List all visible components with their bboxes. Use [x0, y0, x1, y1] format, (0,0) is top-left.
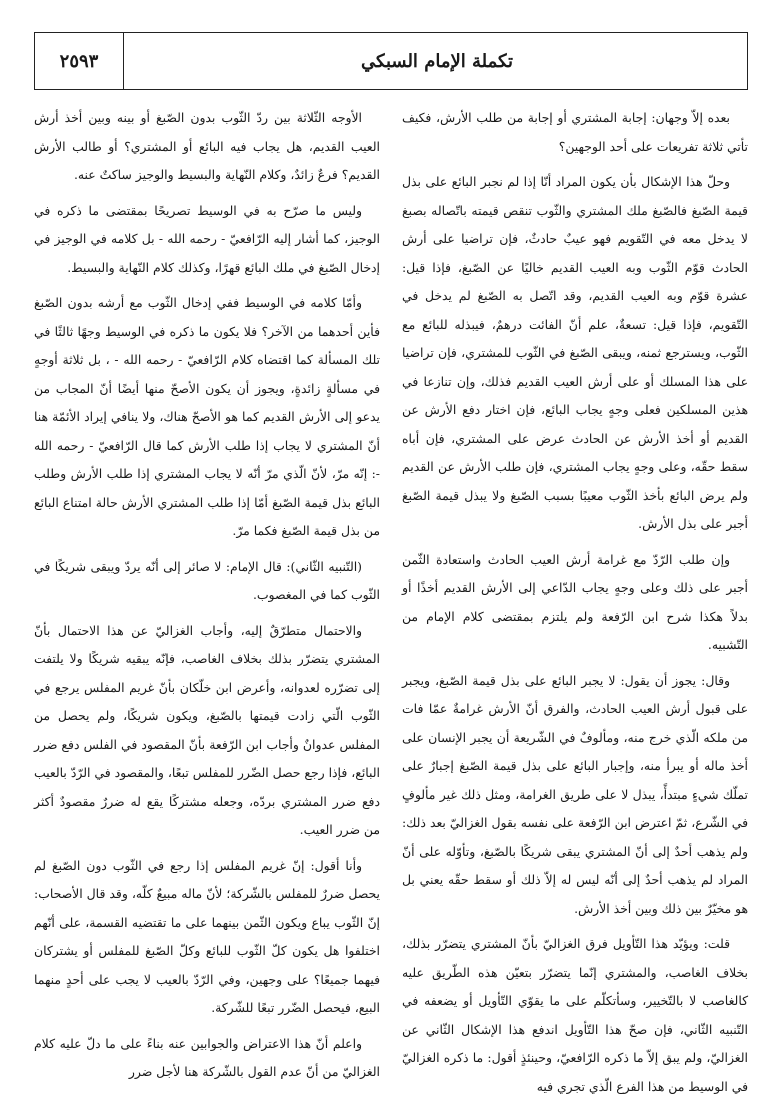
- book-title: تكملة الإمام السبكي: [361, 50, 513, 72]
- paragraph: (التّنبيه الثّاني): قال الإمام: لا صائر إلى أنّه يردّ ويبقى شريكًا في الثّوب كما في المغصوب.: [34, 558, 380, 602]
- paragraph: وأنا أقول: إنّ غريم المفلس إذا رجع في الثّوب دون الصّبغ لم يحصل ضررٌ للمفلس بالشّركة؛ لأنّ ماله مبيعٌ كلّه، وقد قال الأصحاب: إنّ الثّوب يباع ويكون الثّمن بينهما على ما تقتضيه القسمة، على أنّهم اختلفوا هل يكون كلّ الثّوب للبائع وكلّ الصّبغ للمفلس أو يشتركان فيهما جميعًا؟ على وجهين، وفي الرّدّ بالعيب لا يجب على أحدٍ منهما البيع، فيحصل الضّرر تبعًا للشّركة.: [34, 857, 380, 1015]
- paragraph: قلت: ويؤيّد هذا التّأويل فرق الغزاليّ بأنّ المشتري يتضرّر بذلك، بخلاف الغاصب، والمشتري إنّما يتضرّر بتعيّن هذه الطّريق عليه كالغاصب لا بالتّخيير، وسأتكلّم على ما يقوّي التّأويل أو يضعفه في التّنبيه الثّاني، فإن صحّ هذا التّأويل اندفع هذا الإشكال الثّاني عن الغزاليّ، ولم يبق إلاّ ما ذكره الرّافعيّ، وحينئذٍ أقول: ما ذكره الغزاليّ في الوسيط من هذا الفرع الّذي تجري فيه: [402, 936, 748, 1094]
- paragraph: والاحتمال متطرّقٌ إليه، وأجاب الغزاليّ عن هذا الاحتمال بأنّ المشتري يتضرّر بذلك بخلاف الغاصب، فإنّه يبقيه شريكًا ولا يلتفت إلى تضرّره لعدوانه، وأعرض ابن خلّكان بأنّ غريم المفلس يرجع في الثّوب الّتي زادت قيمتها بالصّبغ، ويكون شريكًا، ولم يحصل من المفلس عدوانٌ وأجاب ابن الرّفعة بأنّ المقصود في الفلس دفع ضرر البائع، فإذا رجع حصل الضّرر للمفلس تبعًا، والمقصود في الرّدّ بالعيب دفع ضرر المشتري بردّه، وجعله مشتركًا يقع له ضررٌ مقصودٌ أكثر من ضرر العيب.: [34, 622, 380, 837]
- paragraph: وليس ما صرّح به في الوسيط تصريحًا بمقتضى ما ذكره في الوجيز، كما أشار إليه الرّافعيّ - رحمه الله - بل كلامه في الوجيز في إدخال الصّبغ في ملك البائع قهرًا، وكذلك كلام النّهاية والبسيط.: [34, 202, 380, 275]
- paragraph: الأوجه الثّلاثة بين ردّ الثّوب بدون الصّبغ أو بينه وبين أخذ أرش العيب القديم، هل يجاب فيه البائع أو المشتري؟ أو طالب الأرش القديم؟ فرعٌ زائدٌ، وكلام النّهاية والبسيط والوجيز ساكتٌ عنه.: [34, 110, 380, 182]
- paragraph: واعلم أنّ هذا الاعتراض والجوابين عنه بناءً على ما دلّ عليه كلام الغزاليّ من أنّ عدم القول بالشّركة هنا لأجل ضرر: [34, 1035, 380, 1079]
- left-column: [34, 104, 380, 1084]
- right-column: [402, 104, 748, 1094]
- page-number: ٢٥٩٣: [35, 33, 124, 89]
- paragraph: وأمّا كلامه في الوسيط ففي إدخال الثّوب مع أرشه بدون الصّبغ فأين أحدهما من الآخر؟ فلا يكون ما ذكره في الوسيط وجهًا ثالثًا في تلك المسألة كما اقتضاه كلام الرّافعيّ - رحمه الله - ، بل ثلاثة أوجهٍ في مسألةٍ زائدةٍ، ويجوز أن يكون الأصحّ منها أيضًا أنّ المجاب من يدعو إلى الأرش القديم كما هو الأصحّ هناك، ولا ينافي إيراد الأئمّة هنا أنّ المشتري لا يجاب إذا طلب الأرش كما قال الرّافعيّ - رحمه الله -: إنّه مرّ، لأنّ الّذي مرّ أنّه لا يجاب المشتري إذا طلب الأرش وطلب البائع بذل قيمة الصّبغ أمّا إذا طلب المشتري الأرش حالة امتناع البائع من بذل قيمة الصّبغ فكما مرّ.: [34, 295, 380, 538]
- book-page: [34, 32, 748, 1092]
- paragraph: وقال: يجوز أن يقول: لا يجبر البائع على بذل قيمة الصّبغ، ويجبر على قبول أرش العيب الحادث، والفرق أنّ الأرش غرامةٌ عمّا فات من ملكه الّذي خرج منه، ومألوفٌ في الشّريعة أن يجبر الإنسان على أخذ ماله أو يبرأ منه، وإجبار البائع على بذل قيمة الصّبغ إجبارٌ على تملّك شيءٍ مبتدأً، يبذل لا على طريق الغرامة، ومثل ذلك غير مألوفٍ في الشّرع، ثمّ اعترض ابن الرّفعة على نفسه بقول الغزاليّ بعد ذلك: ولم يذهب أحدٌ إلى أنّ المشتري يبقى شريكًا بالصّبغ، وتأوّله على أنّ المراد لم يذهب أحدٌ إلى أنّه ليس له إلاّ ذلك أو سقط حقّه يعني بل هو مخيّرٌ بين ذلك وبين أخذ الأرش.: [402, 672, 748, 916]
- paragraph: بعده إلاّ وجهان: إجابة المشتري أو إجابة من طلب الأرش، فكيف تأتي ثلاثة تفريعات على أحد الوجهين؟: [402, 110, 748, 154]
- page-header: [34, 32, 748, 90]
- paragraph: وحلّ هذا الإشكال بأن يكون المراد أنّا إذا لم نجبر البائع على بذل قيمة الصّبغ فالصّبغ ملك المشتري والثّوب تنقص قيمته باتّصاله بصبغ لا يدخل معه في التّقويم فهو عيبٌ حادثٌ، فإن تراضيا على أرش الحادث قوّم الثّوب وبه العيب القديم خاليًا عن الصّبغ، فإذا قيل: عشرة قوّم وبه العيب القديم، وقد اتّصل به الصّبغ لم يدخل في التّقويم، فإذا قيل: تسعةٌ، علم أنّ الفائت درهمٌ، فيبذله للبائع مع الثّوب، ويسترجع ثمنه، ويبقى الصّبغ في الثّوب للمشتري، فإن تراضيا على هذا المسلك أو على أرش العيب القديم فذلك، وإن تنازعا في هذين المسلكين فعلى وجهٍ يجاب البائع، فإن اختار دفع الأرش عن القديم أو أخذ الأرش عن الحادث عرض على المشتري، فإن أباه سقط حقّه، وعلى وجهٍ يجاب المشتري، فإن طلب الأرش عن القديم ولم يرض البائع بأخذ الثّوب معيبًا بسبب الصّبغ ولا يبذل قيمة الصّبغ أجبر على بذل الأرش.: [402, 174, 748, 531]
- paragraph: وإن طلب الرّدّ مع غرامة أرش العيب الحادث واستعادة الثّمن أجبر على ذلك وعلى وجهٍ يجاب الدّاعي إلى الأرش القديم أخذًا أو بدلاً هكذا شرح ابن الرّفعة ولم يلتزم بمقتضى كلام الإمام من التّشبيه.: [402, 551, 748, 652]
